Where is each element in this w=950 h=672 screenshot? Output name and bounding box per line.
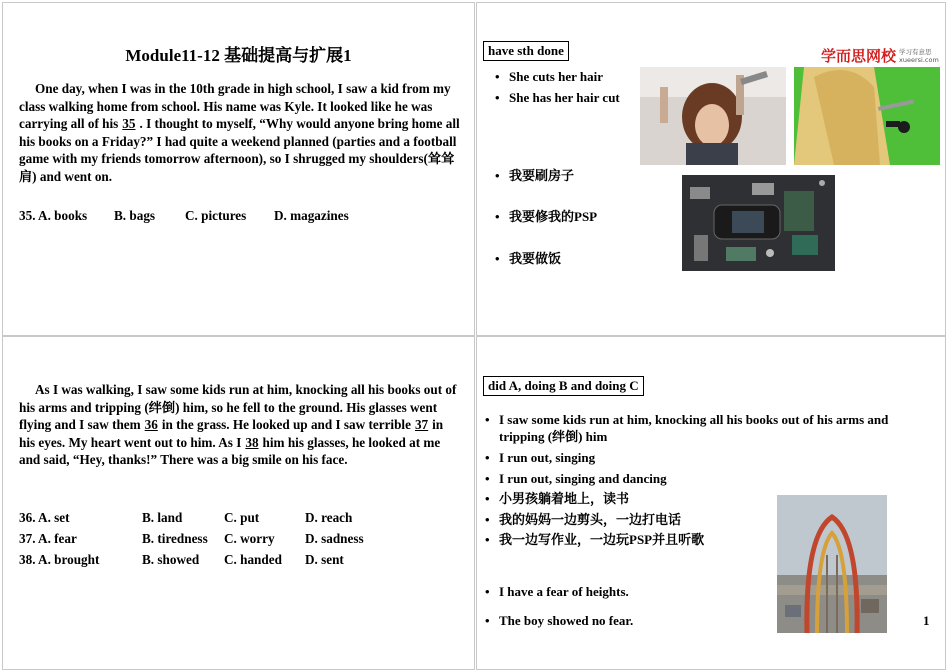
option: C. pictures <box>185 208 247 223</box>
bullet-item: • I run out, singing <box>485 450 596 465</box>
slide-bottom-right <box>476 336 946 670</box>
bullet-item: • I have a fear of heights. <box>485 584 629 599</box>
bullet-item: • She cuts her hair <box>495 69 604 84</box>
grammar-label: did A, doing B and doing C <box>483 376 644 396</box>
bullet-item: • 小男孩躺着地上，读书 <box>485 491 630 506</box>
slide-top-right <box>476 2 946 336</box>
slide-bottom-left <box>2 336 475 670</box>
psp-parts-photo <box>682 175 835 271</box>
option: 35. A. books <box>19 208 88 223</box>
blank-38: 38 <box>245 434 259 450</box>
bullet-item: • 我的妈妈一边剪头，一边打电话 <box>485 512 682 527</box>
page-number: 1 <box>923 613 930 628</box>
bullet-item: • 我要修我的PSP <box>495 209 598 224</box>
grammar-label: have sth done <box>483 41 569 61</box>
roller-coaster-photo <box>777 495 887 633</box>
bullet-item: • 我一边写作业，一边玩PSP并且听歌 <box>485 532 705 547</box>
bullet-item: • 我要做饭 <box>495 251 562 266</box>
option: D. magazines <box>274 208 349 223</box>
option: B. bags <box>114 208 156 223</box>
question-37-options: 37. A. fear B. tiredness C. worry D. sadness <box>19 531 364 546</box>
bullet-item: • 我要刷房子 <box>495 168 575 183</box>
bullet-item: • The boy showed no fear. <box>485 613 634 628</box>
question-36-options: 36. A. set B. land C. put D. reach <box>19 510 353 525</box>
bullet-item: • I run out, singing and dancing <box>485 471 667 486</box>
blank-37: 37 <box>414 417 429 433</box>
blank-36: 36 <box>144 417 158 433</box>
question-35-options <box>19 208 349 224</box>
bullet-item: • I saw some kids run at him, knocking all his books out of his arms and tripping (绊倒) him <box>485 412 889 444</box>
slide-top-left <box>2 2 475 336</box>
haircut-photo-1 <box>640 67 786 165</box>
blank-35: 35 <box>122 116 136 132</box>
reading-passage-2: As I was walking, I saw some kids run at him, knocking all his books out of his arms and tripping (绊倒) him, so he fell to the ground. His glasses went flying and I saw them 36 in the grass. He looked up and I saw terrible 37 in his eyes. My heart went out to him. As I 38 him his glasses, he looked at me and said, “Hey, thanks!” There was a big smile on his face. <box>19 382 457 468</box>
brand-logo: 学而思网校 学习有意思 xueersi.com <box>821 47 939 65</box>
bullet-item: • She has her hair cut <box>495 90 620 105</box>
reading-passage-1: One day, when I was in the 10th grade in high school, I saw a kid from my class walking home from school. His name was Kyle. It looked like he was carrying all of his 35 . I thought to myself, “Why would anyone bring home all his books on a Friday?” I had quite a weekend planned (parties and a football game with my friends tomorrow afternoon), so I shrugged my shoulders(耸耸肩) and went on. <box>19 81 460 184</box>
question-38-options: 38. A. brought B. showed C. handed D. sent <box>19 552 344 567</box>
haircut-photo-2 <box>794 67 940 165</box>
page-title: Module11-12 基础提高与扩展1 <box>125 46 352 65</box>
